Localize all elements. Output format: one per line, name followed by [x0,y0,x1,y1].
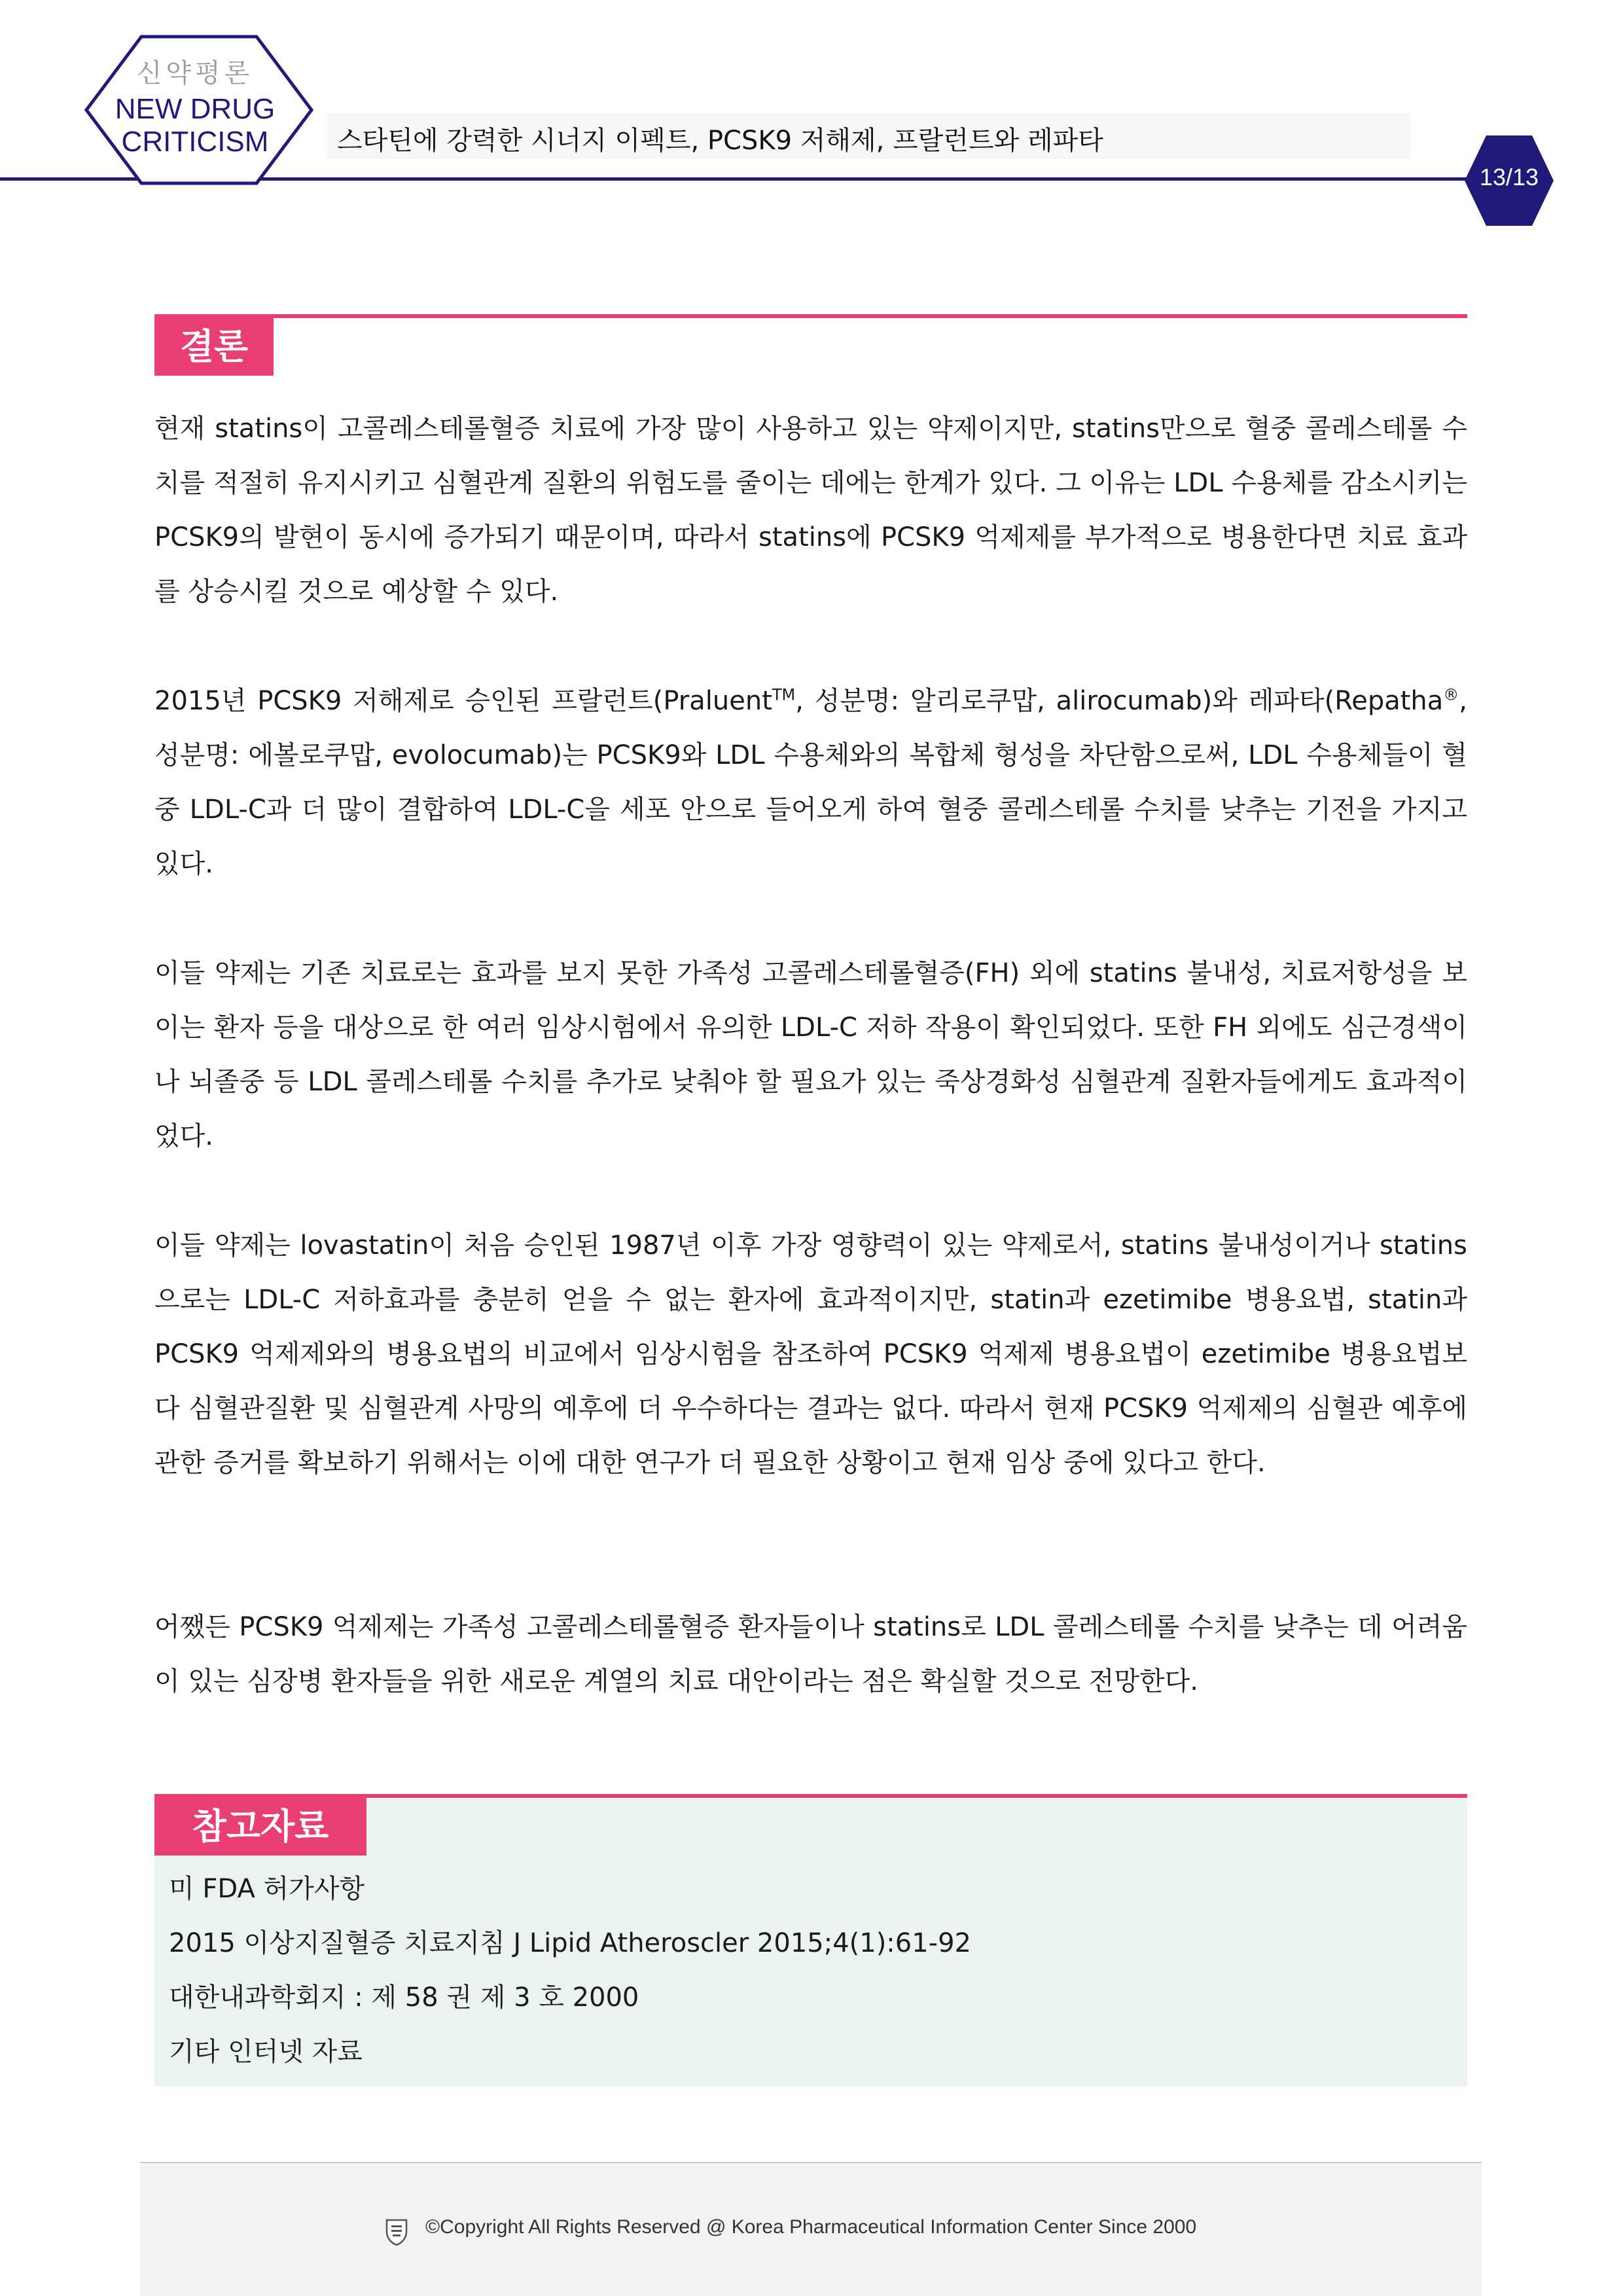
conclusion-paragraph-1: 현재 statins이 고콜레스테롤혈증 치료에 가장 많이 사용하고 있는 약제이지만, statins만으로 혈중 콜레스테롤 수치를 적절히 유지시키고 심혈관계 질환의 위험도를 줄이는 데에는 한계가 있다. 그 이유는 LDL 수용체를 감소시키는 PCSK9의 발현이 동시에 증가되기 때문이며, 따라서 statins에 PCSK9 억제제를 부가적으로 병용한다면 치료 효과를 상승시킬 것으로 예상할 수 있다. [154,414,1467,607]
logo-korean: 신약평론 [136,58,254,88]
reference-item: 대한내과학회지 : 제 58 권 제 3 호 2000 [169,1982,639,2013]
page-number: 13/13 [1479,164,1539,190]
header-title: 스타틴에 강력한 시너지 이펙트, PCSK9 저해제, 프랄런트와 레파타 [337,126,1103,156]
references-list [169,1862,971,2079]
logo-english-line2: CRITICISM [121,126,269,158]
logo-english-line1: NEW DRUG [115,93,276,125]
paragraph-2-part-c: , 성분명: 에볼로쿠맙, evolocumab)는 PCSK9와 LDL 수용체와의 복합체 형성을 차단함으로써, LDL 수용체들이 혈중 LDL-C과 더 많이 결합하여 LDL-C을 세포 안으로 들어오게 하여 혈중 콜레스테롤 수치를 낮추는 기전을 가지고 있다. [154,686,1467,879]
reference-item: 2015 이상지질혈증 치료지침 J Lipid Atheroscler 2015;4(1):61-92 [169,1928,972,1958]
copyright-text: ©Copyright All Rights Reserved @ Korea Pharmaceutical Information Center Since 2000 [425,2216,1197,2238]
conclusion-paragraph-5: 어쨌든 PCSK9 억제제는 가족성 고콜레스테롤혈증 환자들이나 statins로 LDL 콜레스테롤 수치를 낮추는 데 어려움이 있는 심장병 환자들을 위한 새로운 계열의 치료 대안이라는 점은 확실할 것으로 전망한다. [154,1612,1467,1696]
conclusion-heading: 결론 [154,318,274,376]
reference-item: 미 FDA 허가사항 [169,1874,365,1904]
conclusion-paragraph-3: 이들 약제는 기존 치료로는 효과를 보지 못한 가족성 고콜레스테롤혈증(FH) 외에 statins 불내성, 치료저항성을 보이는 환자 등을 대상으로 한 여러 임상시험에서 유의한 LDL-C 저하 작용이 확인되었다. 또한 FH 외에도 심근경색이나 뇌졸중 등 LDL 콜레스테롤 수치를 추가로 낮춰야 할 필요가 있는 죽상경화성 심혈관계 질환자들에게도 효과적이었다. [154,958,1467,1151]
references-heading: 참고자료 [154,1798,366,1856]
conclusion-paragraph-2 [154,674,1467,891]
conclusion-rule [154,314,1467,318]
trademark-mark: TM [772,685,796,704]
paragraph-2-part-b: , 성분명: 알리로쿠맙, alirocumab)와 레파타(Repatha [795,686,1444,716]
paragraph-2-part-a: 2015년 PCSK9 저해제로 승인된 프랄런트(Praluent [154,686,772,716]
reference-item: 기타 인터넷 자료 [169,2037,363,2067]
registered-mark: ® [1443,685,1459,704]
conclusion-paragraph-4: 이들 약제는 lovastatin이 처음 승인된 1987년 이후 가장 영향력이 있는 약제로서, statins 불내성이거나 statins으로는 LDL-C 저하효과를 충분히 얻을 수 없는 환자에 효과적이지만, statin과 ezetimibe 병용요법, statin과 PCSK9 억제제와의 병용요법의 비교에서 임상시험을 참조하여 PCSK9 억제제 병용요법이 ezetimibe 병용요법보다 심혈관질환 및 심혈관계 사망의 예후에 더 우수하다는 결과는 없다. 따라서 현재 PCSK9 억제제의 심혈관 예후에 관한 증거를 확보하기 위해서는 이에 대한 연구가 더 필요한 상황이고 현재 임상 중에 있다고 한다. [154,1230,1467,1478]
emblem-icon [385,2217,408,2246]
logo [113,60,277,158]
